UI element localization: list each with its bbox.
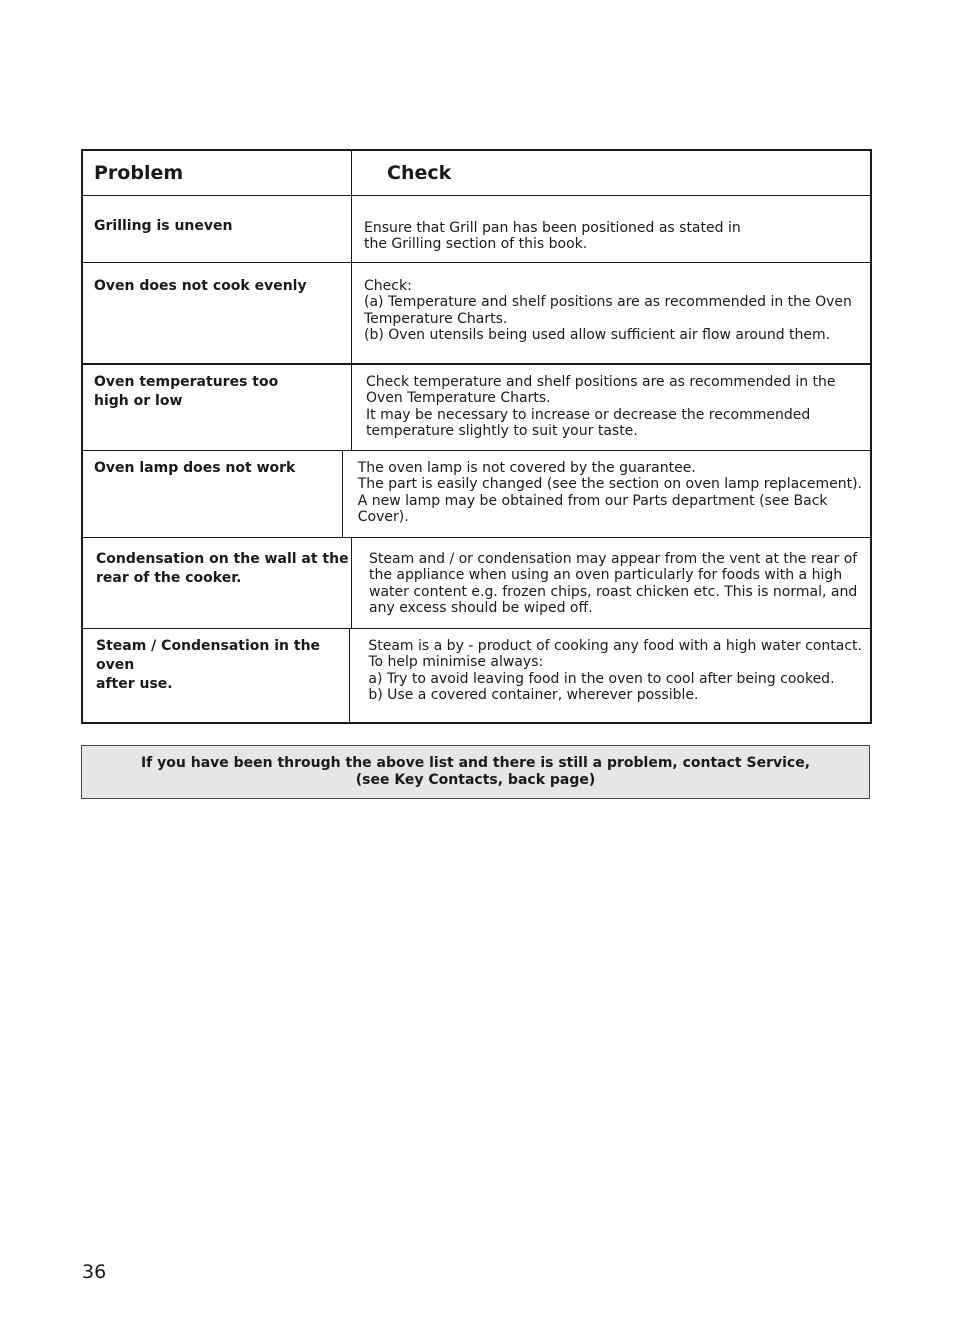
table-row [83,363,870,450]
troubleshooting-table [81,149,872,724]
check-cell: Check: (a) Temperature and shelf positions are as recommended in the Oven Temperature Charts. (b) Oven utensils being used allow sufficient air flow around them. [364,278,852,344]
notice-line-2: (see Key Contacts, back page) [355,772,596,788]
check-cell: Ensure that Grill pan has been positioned as stated in the Grilling section of this book. [364,220,741,253]
check-cell: The oven lamp is not covered by the guarantee. The part is easily changed (see the section on oven lamp replacement). A new lamp may be obtained from our Parts department (see Back Cover). [357,460,862,526]
check-cell: Steam is a by - product of cooking any food with a high water contact. To help minimise always: a) Try to avoid leaving food in the oven to cool after being cooked. b) Use a covered container, wherever possible. [368,638,862,704]
check-cell: Check temperature and shelf positions are as recommended in the Oven Temperature Charts. It may be necessary to increase or decrease the recommended temperature slightly to suit your taste. [366,374,836,440]
service-notice-box [81,745,870,799]
table-row [83,262,870,363]
table-row [83,628,870,722]
problem-cell: Oven temperatures too high or low [83,365,352,450]
problem-column-header: Problem [83,151,352,195]
page-number: 36 [82,1261,107,1283]
problem-cell: Oven lamp does not work [83,451,343,537]
check-cell: Steam and / or condensation may appear from the vent at the rear of the appliance when using an oven particularly for foods with a high water content e.g. frozen chips, roast chicken etc. This is normal, and any excess should be wiped off. [369,551,858,617]
table-row [83,450,870,537]
table-row [83,195,870,262]
problem-cell: Grilling is uneven [83,196,352,262]
table-row [83,537,870,628]
table-header [83,151,870,195]
problem-cell: Steam / Condensation in the oven after use. [83,629,350,722]
notice-line-1: If you have been through the above list and there is still a problem, contact Service, [140,755,811,771]
problem-cell: Condensation on the wall at the rear of the cooker. [83,538,352,628]
problem-cell: Oven does not cook evenly [83,263,352,363]
check-column-header: Check [387,162,452,184]
